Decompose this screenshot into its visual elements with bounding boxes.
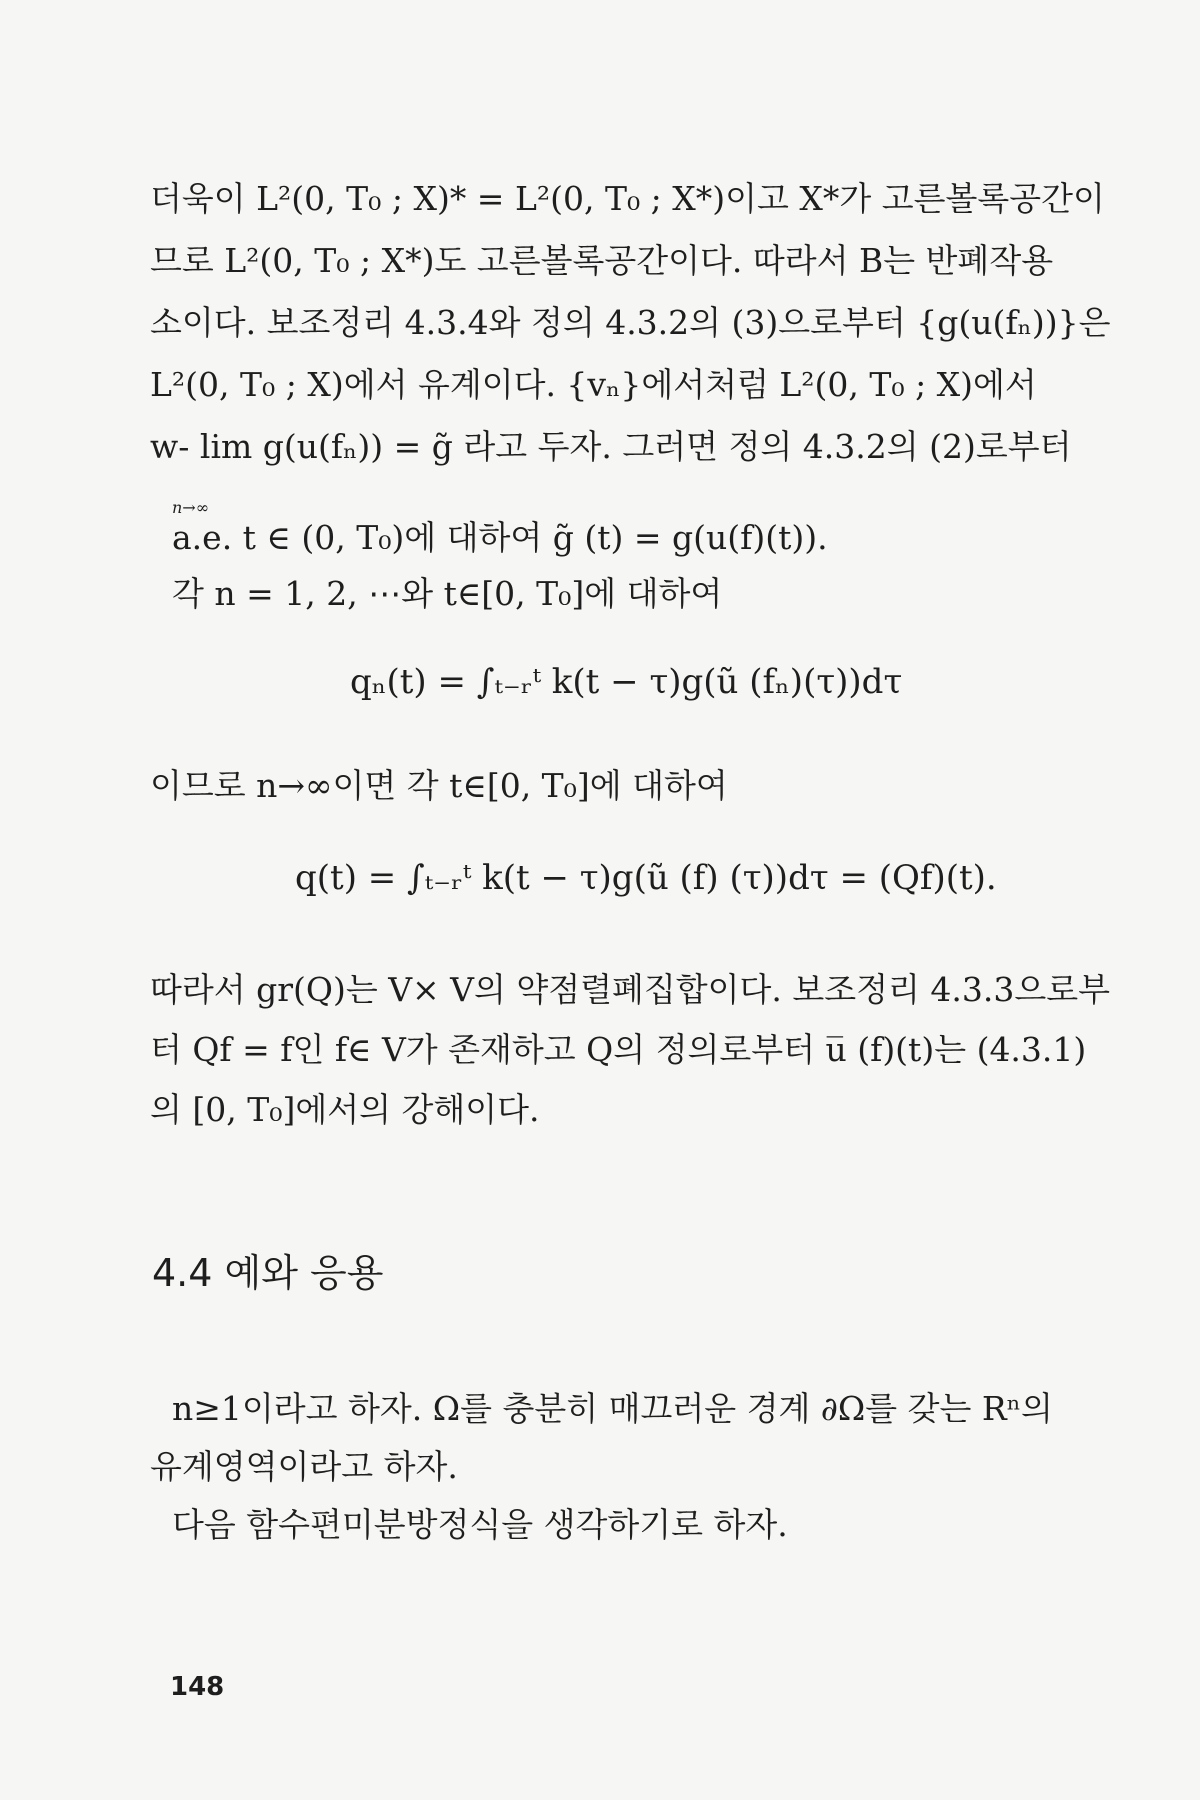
text-line: w- lim g(u(fₙ)) = g̃ 라고 두자. 그러면 정의 4.3.2의 (2)로부터 bbox=[150, 427, 1072, 466]
page-number: 148 bbox=[170, 1672, 225, 1702]
paragraph-section-intro bbox=[150, 1380, 1055, 1554]
text-line: 의 [0, T₀]에서의 강해이다. bbox=[150, 1090, 540, 1129]
limit-statement: 이므로 n→∞이면 각 t∈[0, T₀]에 대하여 bbox=[150, 766, 728, 805]
for-each-statement: 각 n = 1, 2, ⋯와 t∈[0, T₀]에 대하여 bbox=[172, 574, 723, 613]
equation-qn: qₙ(t) = ∫ₜ₋ᵣᵗ k(t − τ)g(ũ (fₙ)(τ))dτ bbox=[350, 662, 903, 702]
text-line: 더욱이 L²(0, T₀ ; X)* = L²(0, T₀ ; X*)이고 X*가 고른볼록공간이 bbox=[150, 179, 1105, 218]
text-line: n≥1이라고 하자. Ω를 충분히 매끄러운 경계 ∂Ω를 갖는 Rⁿ의 bbox=[172, 1389, 1053, 1428]
text-line: 따라서 gr(Q)는 V× V의 약점렬폐집합이다. 보조정리 4.3.3으로부 bbox=[150, 970, 1110, 1009]
paragraph-proof-1 bbox=[150, 168, 1111, 478]
text-line: L²(0, T₀ ; X)에서 유계이다. {vₙ}에서처럼 L²(0, T₀ ; X)에서 bbox=[150, 365, 1037, 404]
ae-statement: a.e. t ∈ (0, T₀)에 대하여 g̃ (t) = g(u(f)(t)). bbox=[172, 518, 828, 557]
text-line: 유계영역이라고 하자. bbox=[150, 1447, 458, 1486]
lim-subscript: n→∞ bbox=[172, 498, 210, 517]
paragraph-proof-2 bbox=[150, 960, 1110, 1140]
text-line: 터 Qf = f인 f∈ V가 존재하고 Q의 정의로부터 u̅ (f)(t)는 (4.3.1) bbox=[150, 1030, 1087, 1069]
text-line: 다음 함수편미분방정식을 생각하기로 하자. bbox=[172, 1505, 788, 1544]
text-line: 므로 L²(0, T₀ ; X*)도 고른볼록공간이다. 따라서 B는 반폐작용 bbox=[150, 241, 1054, 280]
text-line: 소이다. 보조정리 4.3.4와 정의 4.3.2의 (3)으로부터 {g(u(fₙ))}은 bbox=[150, 303, 1111, 342]
section-heading: 4.4 예와 응용 bbox=[152, 1251, 384, 1295]
equation-q: q(t) = ∫ₜ₋ᵣᵗ k(t − τ)g(ũ (f) (τ))dτ = (Qf)(t). bbox=[295, 858, 997, 898]
